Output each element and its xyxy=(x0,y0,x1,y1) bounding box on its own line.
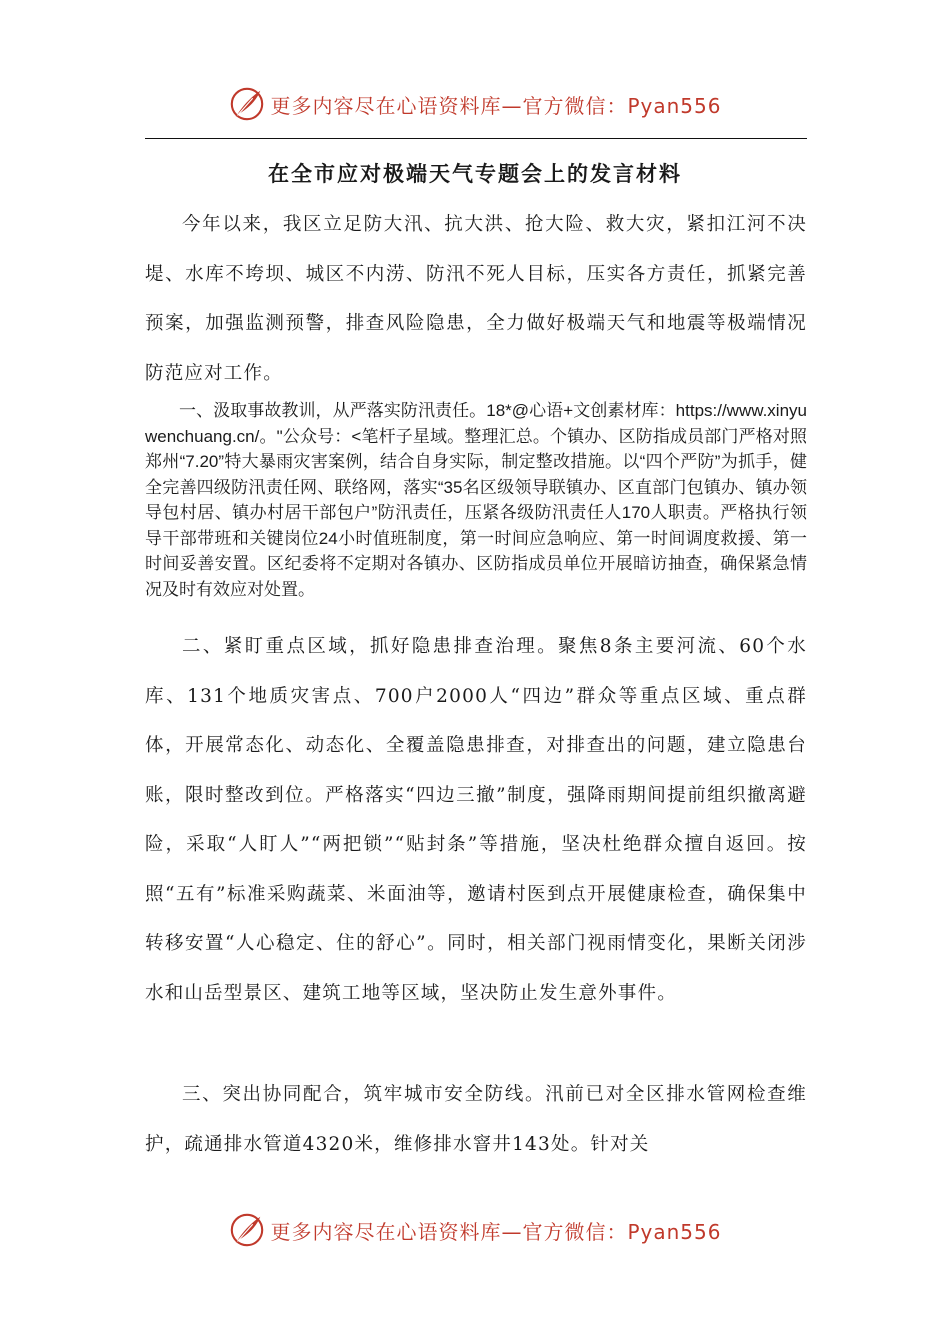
footer-banner-text: 更多内容尽在心语资料库—官方微信：Pyan556 xyxy=(270,1219,722,1244)
section-two-paragraph: 二、紧盯重点区域，抓好隐患排查治理。聚焦8条主要河流、60个水库、131个地质灾害点、700户2000人“四边”群众等重点区域、重点群体，开展常态化、动态化、全覆盖隐患排查，对排查出的问题，建立隐患台账，限时整改到位。严格落实“四边三撤”制度，强降雨期间提前组织撤离避险，采取“人盯人”“两把锁”“贴封条”等措施，坚决杜绝群众擅自返回。按照“五有”标准采购蔬菜、米面油等，邀请村医到点开展健康检查，确保集中转移安置“人心稳定、住的舒心”。同时，相关部门视雨情变化，果断关闭涉水和山岳型景区、建筑工地等区域，坚决防止发生意外事件。 xyxy=(145,636,807,1004)
page-title: 在全市应对极端天气专题会上的发言材料 xyxy=(268,162,682,186)
footer-banner xyxy=(0,1210,950,1250)
header-banner xyxy=(0,84,950,124)
section-three-paragraph: 三、突出协同配合，筑牢城市安全防线。汛前已对全区排水管网检查维护，疏通排水管道4320米，维修排水窨井143处。针对关 xyxy=(145,1084,807,1155)
header-banner-text: 更多内容尽在心语资料库—官方微信：Pyan556 xyxy=(270,93,722,118)
quill-logo-icon xyxy=(228,1211,266,1249)
header-divider xyxy=(145,138,807,139)
quill-logo-icon xyxy=(228,85,266,123)
intro-paragraph: 今年以来，我区立足防大汛、抗大洪、抢大险、救大灾，紧扣江河不决堤、水库不垮坝、城区不内涝、防汛不死人目标，压实各方责任，抓紧完善预案，加强监测预警，排查风险隐患，全力做好极端天气和地震等极端情况防范应对工作。 xyxy=(145,214,807,384)
section-one-paragraph: 一、汲取事故教训，从严落实防汛责任。18*@心语+文创素材库：https://www.xinyuwenchuang.cn/。"公众号：<笔杆子星域。整理汇总。个镇办、区防指成员部门严格对照郑州“7.20”特大暴雨灾害案例，结合自身实际，制定整改措施。以“四个严防”为抓手，健全完善四级防汛责任网、联络网，落实“35名区级领导联镇办、区直部门包镇办、镇办领导包村居、镇办村居干部包户”防汛责任，压紧各级防汛责任人170人职责。严格执行领导干部带班和关键岗位24小时值班制度，第一时间应急响应、第一时间调度救援、第一时间妥善安置。区纪委将不定期对各镇办、区防指成员单位开展暗访抽查，确保紧急情况及时有效应对处置。 xyxy=(145,401,807,599)
